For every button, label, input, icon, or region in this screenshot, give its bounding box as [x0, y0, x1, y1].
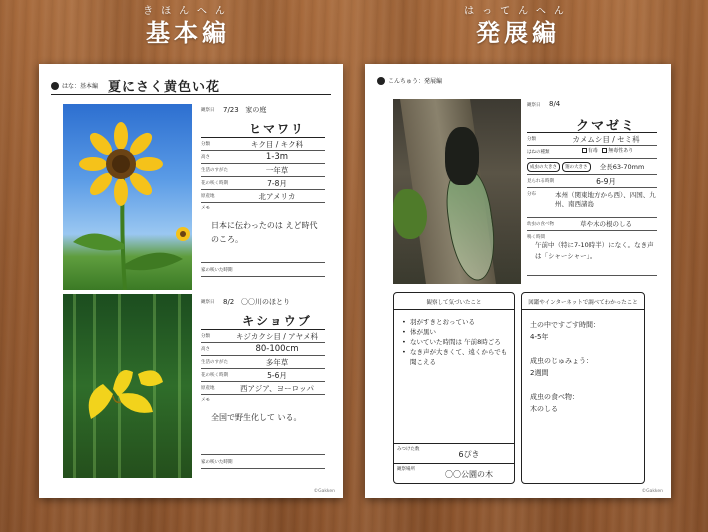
basic-sheet-header — [51, 76, 220, 95]
memo-text: 全国で野生化して いる。 — [211, 413, 302, 422]
date-text: 7/23 — [223, 106, 239, 114]
date-row — [201, 104, 325, 116]
info-row — [527, 175, 657, 188]
basic-heading-ruby: きほんへん — [143, 6, 233, 17]
place-text: 家の庭 — [245, 106, 267, 114]
row-value: 80-100cm — [255, 344, 299, 354]
count-label: みつけた数 — [397, 447, 420, 452]
flower-bullet-icon — [51, 82, 59, 90]
location-row — [527, 188, 657, 218]
count-row — [394, 443, 514, 463]
memo2-row — [201, 263, 325, 277]
info-row — [201, 356, 325, 369]
date-value: 8/4 — [549, 100, 561, 108]
name-row — [527, 111, 657, 133]
date-label: 観察日 — [201, 108, 215, 113]
info-row — [201, 164, 325, 177]
food-value: 草や木の根のしる — [580, 220, 632, 228]
place-value: 〇〇公園の木 — [445, 470, 493, 479]
basic-heading-title: 基本編 — [146, 19, 230, 47]
memo-label: メモ — [201, 206, 210, 211]
row-label: 生活のすがた — [201, 360, 228, 365]
basic-heading — [88, 6, 288, 48]
advanced-heading — [418, 6, 618, 48]
date-text: 8/2 — [223, 298, 235, 306]
info-row — [201, 138, 325, 151]
info-row — [527, 133, 657, 146]
row-label: 分類 — [201, 142, 210, 147]
memo-area — [201, 395, 325, 455]
row-value: 西アジア、ヨーロッパ — [240, 384, 314, 393]
row-label: 花の咲く時期 — [201, 181, 228, 186]
info-row — [201, 190, 325, 203]
date-row — [201, 296, 325, 308]
advanced-heading-ruby: はってんへん — [464, 6, 572, 17]
cicada-body — [445, 127, 479, 185]
row-label: 原産地 — [201, 194, 215, 199]
found-box — [393, 292, 515, 484]
row-value: 一年草 — [265, 166, 289, 175]
time-value: 午前中（特に7-10時半）になく。なき声は「シャーシャー」。 — [535, 241, 654, 260]
memo-text: 日本に伝わったのは えど時代のころ。 — [211, 221, 318, 244]
sunflower-photo — [63, 104, 192, 290]
advanced-sheet-tag: こんちゅう：発展編 — [388, 78, 443, 85]
info-row — [201, 151, 325, 164]
copyright: ©Gakken — [641, 489, 663, 494]
basic-worksheet — [39, 64, 343, 498]
checkbox[interactable] — [582, 148, 587, 153]
size-pills — [527, 162, 593, 172]
iris-photo — [63, 294, 192, 478]
memo2-row — [201, 455, 325, 469]
size-row — [527, 159, 657, 175]
research-box-title: 図鑑やインターネットで調べてわかったこと — [522, 298, 644, 310]
advanced-sheet-header — [377, 76, 452, 85]
basic-sheet-tag: はな：基本編 — [62, 83, 99, 90]
size-pill[interactable]: 成虫の大きさ — [527, 162, 560, 172]
header-divider — [51, 94, 331, 95]
row-value: 7-8月 — [267, 179, 287, 188]
row-value: 多年草 — [265, 358, 289, 367]
memo-area — [201, 203, 325, 263]
date-label: 観察日 — [527, 103, 541, 108]
row-label: 見られる時期 — [527, 179, 554, 184]
row-value: 5-6月 — [267, 371, 287, 380]
info-row — [201, 369, 325, 382]
plant-name: キショウブ — [242, 314, 312, 328]
entry-sunflower — [201, 104, 325, 277]
checkbox-label: 無毒性あり — [608, 148, 634, 154]
size-pill[interactable]: 翅の大きさ — [562, 162, 591, 172]
row-label: 鳴く時間 — [527, 235, 545, 240]
checkbox-row — [527, 146, 657, 159]
date-value — [223, 297, 325, 307]
research-box — [521, 292, 645, 484]
entry-iris — [201, 296, 325, 469]
row-label: 生活のすがた — [201, 168, 228, 173]
row-label: 分類 — [527, 137, 536, 142]
name-row — [201, 116, 325, 138]
info-row — [201, 330, 325, 343]
sunflower-illustration — [63, 104, 192, 290]
checkbox-group — [555, 147, 657, 154]
place-row — [394, 463, 514, 483]
plant-name: ヒマワリ — [248, 122, 305, 136]
list-item: • なき声が大きくて、遠くからでも聞こえる — [402, 347, 510, 367]
memo2-label: 家の咲いた時期 — [201, 460, 233, 465]
info-row — [201, 343, 325, 356]
food-row — [527, 218, 657, 231]
row-label: 花の咲く時期 — [201, 373, 228, 378]
location-value: 本州（関東地方から西）、四国、九州、南西諸島 — [555, 191, 656, 208]
row-label: 幼虫の食べ物 — [527, 222, 554, 227]
insect-name: クマゼミ — [575, 119, 636, 134]
date-value — [223, 105, 325, 115]
iris-illustration — [63, 294, 192, 478]
date-row — [527, 99, 657, 111]
checkbox[interactable] — [602, 148, 607, 153]
count-value: 6ぴき — [458, 450, 480, 459]
row-value: キジカクシ目 / アヤメ科 — [235, 332, 319, 341]
cicada-info — [527, 99, 657, 276]
place-label: 観察場所 — [397, 467, 415, 472]
advanced-heading-title: 発展編 — [476, 19, 560, 47]
row-label: 原産地 — [201, 386, 215, 391]
place-text: 〇〇川のほとり — [240, 298, 290, 306]
row-label: 分類 — [201, 334, 210, 339]
info-row — [201, 382, 325, 395]
row-value: カメムシ目 / セミ科 — [572, 135, 640, 144]
memo-label: メモ — [201, 398, 210, 403]
row-label: 高さ — [201, 155, 210, 160]
found-list — [402, 317, 510, 367]
list-item: • ないていた時間は 午前8時ごろ — [402, 337, 510, 347]
row-value: 北アメリカ — [258, 192, 296, 201]
cicada-photo — [393, 99, 521, 284]
memo2-label: 家の咲いた時期 — [201, 268, 233, 273]
info-row — [201, 177, 325, 190]
name-row — [201, 308, 325, 330]
basic-sheet-title: 夏にさく黄色い花 — [108, 80, 221, 95]
leaf — [393, 189, 427, 239]
research-text: 土の中ですごす時間： 4-5年 成虫のじゅみょう： 2週間 成虫の食べ物： 木のしる — [530, 321, 600, 413]
row-label: 分布 — [527, 192, 536, 197]
row-value: キク目 / キク科 — [250, 140, 304, 149]
list-item: • 羽がすきとおっている — [402, 317, 510, 327]
found-box-title: 観察して気づいたこと — [394, 298, 514, 310]
row-value: 1-3m — [265, 152, 289, 162]
advanced-worksheet — [365, 64, 671, 498]
row-label: 高さ — [201, 347, 210, 352]
copyright: ©Gakken — [313, 489, 335, 494]
time-row — [527, 231, 657, 276]
size-value: 全長63-70mm — [599, 163, 645, 171]
row-label: はねの種類 — [527, 150, 550, 155]
insect-bullet-icon — [377, 77, 385, 85]
list-item: • 体が黒い — [402, 327, 510, 337]
row-value: 6-9月 — [596, 177, 616, 186]
checkbox-label: 有毒 — [587, 148, 598, 154]
date-label: 観察日 — [201, 300, 215, 305]
